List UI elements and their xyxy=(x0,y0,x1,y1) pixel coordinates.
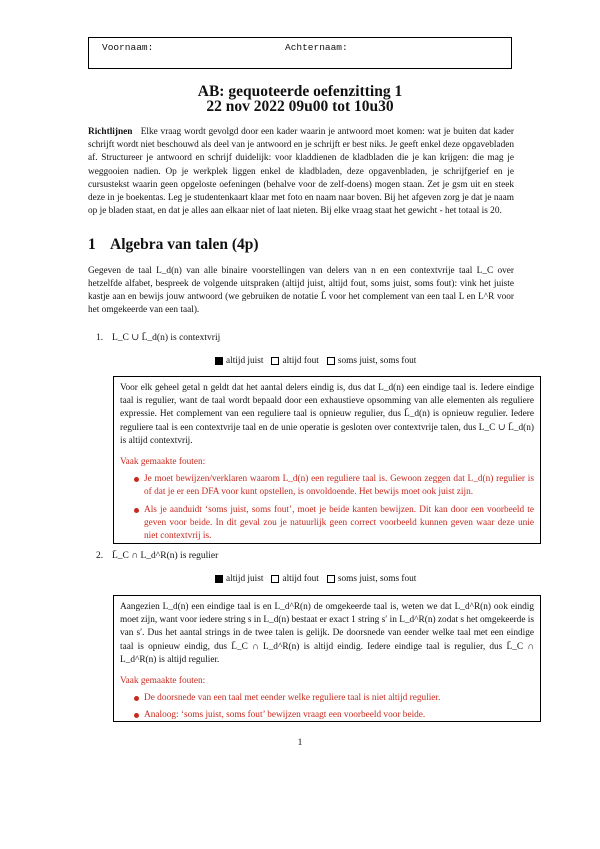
answer-box-1 xyxy=(113,376,541,544)
bullet-icon xyxy=(134,696,139,701)
choice-always-false[interactable] xyxy=(271,356,318,366)
bullet-icon xyxy=(134,713,139,718)
answer-text: Aangezien L_d(n) een eindige taal is en L_d^R(n) de omgekeerde taal is, weten we dat L_d^R(n) ook eindig moet zijn, want voor iedere string s in L_d(n) bestaat er exact 1 string s′ in L_d^R(n) zodat s het omgekeerde is van s′. Dus het aantal strings in de twee talen is gelijk. De doorsnede van eender welke taal met een eindige taal is opnieuw eindig, dus L̄_C ∩ L_d^R(n) is altijd eindig. Iedere eindige taal is regulier, dus L̄_C ∩ L_d^R(n) is altijd regulier. xyxy=(120,602,534,665)
section-heading xyxy=(88,236,259,254)
choice-sometimes[interactable] xyxy=(327,356,417,366)
question-statement: L_C ∪ L̄_d(n) is contextvrij xyxy=(112,333,221,343)
mistake-item: Als je aanduidt ‘soms juist, soms fout’, moet je beide kanten bewijzen. Dit kan door een voorbeeld te geven voor beide. In dit geval zou je natuurlijk geen correct voorbeeld kunnen geven waar deze unie niet contextvrij is. xyxy=(134,504,534,544)
bullet-icon xyxy=(134,508,139,513)
choice-label: altijd fout xyxy=(282,574,319,584)
choice-label: soms juist, soms fout xyxy=(337,356,417,366)
checkbox[interactable] xyxy=(327,357,335,365)
choice-always-false[interactable] xyxy=(271,574,318,584)
choice-label: altijd juist xyxy=(226,574,264,584)
checkbox[interactable] xyxy=(271,575,279,583)
question-1 xyxy=(96,332,220,343)
mistakes-list xyxy=(120,473,534,543)
choice-label: altijd fout xyxy=(282,356,319,366)
answer-text: Voor elk geheel getal n geldt dat het aantal delers eindig is, dus dat L_d(n) een eindige taal is. Iedere eindige taal is regulier, want de taal wordt bepaald door een exhaustieve opsomming van alle elementen als reguliere expressie. Het complement van een reguliere taal is opnieuw regulier, dus L̄_d(n) is opnieuw regulier. Iedere reguliere taal is een contextvrije taal en de unie operatie is gesloten over contextvrije talen, dus L_C ∪ L̄_d(n) is altijd contextvrij. xyxy=(120,383,534,446)
bullet-icon xyxy=(134,477,139,482)
section-title: Algebra van talen (4p) xyxy=(110,236,259,253)
checkbox[interactable] xyxy=(271,357,279,365)
checkbox-checked[interactable] xyxy=(215,357,223,365)
guidelines-text: Elke vraag wordt gevolgd door een kader waarin je antwoord moet komen: wat je buiten dat kader schrijft wordt niet beschouwd als deel van je antwoord en je schrijft er best niks. Je geeft enkel deze opgavebladen af. Structureer je antwoord en schrijf duidelijk: voor kladdienen de kladbladen die je kan krijgen: die mag je weggooien nadien. Op je werkplek liggen enkel de kladbladen, deze opgavenbladen, je schrijfgerief en je cursustekst waarin geen opgeloste oefeningen (behalve voor de zelf-doens) mogen staan. Zet je gsm uit en steek deze in je boekentas. Leg je studentenkaart klaar met foto en naam naar boven. Bij het afgeven zorg je dat je naam op je bladen staat, en dat je alles aan elkaar niet of laat nieten. Bij elke vraag staat het gewicht - het totaal is 20. xyxy=(88,127,514,217)
choice-label: altijd juist xyxy=(226,356,264,366)
last-name-label: Achternaam: xyxy=(285,42,348,53)
first-name-label: Voornaam: xyxy=(102,42,154,53)
question-number: 1. xyxy=(96,333,104,343)
page-title: AB: gequoteerde oefenzitting 1 xyxy=(197,83,403,100)
question-number: 2. xyxy=(96,551,104,561)
choice-always-true[interactable] xyxy=(215,574,263,584)
choices-question-1 xyxy=(215,356,416,366)
choice-sometimes[interactable] xyxy=(327,574,417,584)
guidelines-label: Richtlijnen xyxy=(88,127,133,137)
choice-label: soms juist, soms fout xyxy=(337,574,417,584)
page-number: 1 xyxy=(297,738,303,748)
question-2 xyxy=(96,551,218,561)
section-number: 1 xyxy=(88,236,96,253)
question-statement: L̄_C ∩ L_d^R(n) is regulier xyxy=(112,551,219,561)
mistakes-title: Vaak gemaakte fouten: xyxy=(120,457,206,468)
page-subtitle-date: 22 nov 2022 09u00 tot 10u30 xyxy=(206,98,394,115)
checkbox-checked[interactable] xyxy=(215,575,223,583)
guidelines xyxy=(88,126,514,218)
mistake-item: Je moet bewijzen/verklaren waarom L_d(n) een reguliere taal is. Gewoon zeggen dat L_d(n) regulier is of dat je er een DFA voor kunt opstellen, is onvoldoende. Het bewijs moet ook juist zijn. xyxy=(134,473,534,499)
mistake-item: Analoog: ‘soms juist, soms fout’ bewijzen vraagt een voorbeeld voor beide. xyxy=(134,709,534,722)
name-box xyxy=(88,37,512,69)
mistakes-title: Vaak gemaakte fouten: xyxy=(120,676,206,687)
section-intro: Gegeven de taal L_d(n) van alle binaire voorstellingen van delers van n en een contextvrije taal L_C over hetzelfde alfabet, bespreek de volgende uitspraken (altijd juist, altijd fout, soms juist, soms fout): vink het juiste kastje aan en bewijs jouw antwoord (we gebruiken de notatie L̄ voor het complement van een taal L en L^R voor het omgekeerde van een taal). xyxy=(88,266,514,315)
checkbox[interactable] xyxy=(327,575,335,583)
mistake-item: De doorsnede van een taal met eender welke reguliere taal is niet altijd regulier. xyxy=(134,692,534,705)
choices-question-2 xyxy=(215,574,416,584)
choice-always-true[interactable] xyxy=(215,356,263,366)
answer-box-2 xyxy=(113,595,541,722)
mistakes-list xyxy=(120,692,534,722)
